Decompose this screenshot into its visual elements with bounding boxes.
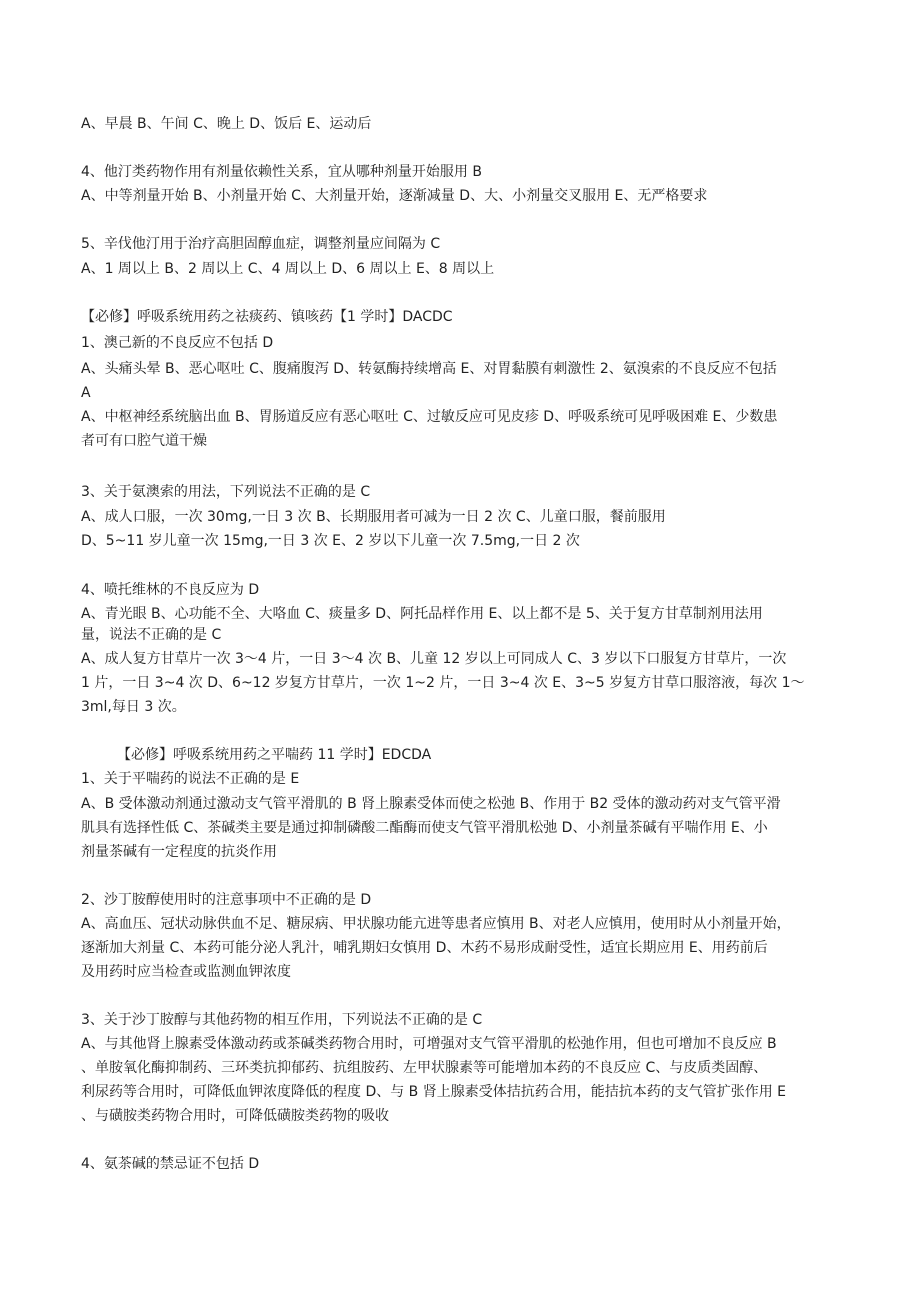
question-line: 1、关于平喘药的说法不正确的是 E (81, 771, 300, 787)
question-line: 4、喷托维林的不良反应为 D (81, 582, 260, 598)
text-line: A、早晨 B、午间 C、晚上 D、饭后 E、运动后 (81, 116, 372, 132)
text-line: D、5~11 岁儿童一次 15mg,一日 3 次 E、2 岁以下儿童一次 7.5mg,一日 2 次 (81, 533, 580, 549)
text-line: 及用药时应当检查或监测血钾浓度 (81, 964, 291, 980)
text-line: 、与磺胺类药物合用时，可降低磺胺类药物的吸收 (81, 1108, 389, 1124)
section-heading: 【必修】呼吸系统用药之祛痰药、镇咳药【1 学时】DACDC (81, 309, 453, 325)
text-line: A、高血压、冠状动脉供血不足、糖尿病、甲状腺功能亢进等患者应慎用 B、对老人应慎用，使用时从小剂量开始， (81, 916, 791, 932)
text-line: 剂量茶碱有一定程度的抗炎作用 (81, 844, 277, 860)
question-line: 2、沙丁胺醇使用时的注意事项中不正确的是 D (81, 892, 372, 908)
text-line: A、中等剂量开始 B、小剂量开始 C、大剂量开始，逐渐减量 D、大、小剂量交叉服用 E、无严格要求 (81, 188, 708, 204)
text-line: A、成人复方甘草片一次 3～4 片，一日 3～4 次 B、儿童 12 岁以上可同成人 C、3 岁以下口服复方甘草片，一次 (81, 651, 787, 667)
question-line: 1、澳己新的不良反应不包括 D (81, 335, 274, 351)
text-line: 3ml,每日 3 次。 (81, 699, 186, 715)
text-line: A、B 受体激动剂通过激动支气管平滑肌的 B 肾上腺素受体而使之松弛 B、作用于 B2 受体的激动药对支气管平滑 (81, 796, 781, 812)
text-line: 利尿药等合用时，可降低血钾浓度降低的程度 D、与 B 肾上腺素受体拮抗药合用，能拮抗本药的支气管扩张作用 E (81, 1084, 787, 1100)
question-line: 4、氨茶碱的禁忌证不包括 D (81, 1156, 260, 1172)
text-line: A、成人口服，一次 30mg,一日 3 次 B、长期服用者可减为一日 2 次 C、儿童口服，餐前服用 (81, 509, 666, 525)
text-line: 逐渐加大剂量 C、本药可能分泌人乳汁，哺乳期妇女慎用 D、木药不易形成耐受性，适宜长期应用 E、用药前后 (81, 940, 768, 956)
text-line: 者可有口腔气道干燥 (81, 433, 207, 449)
text-line: 量，说法不正确的是 C (81, 627, 222, 643)
text-line: A、头痛头晕 B、恶心呕吐 C、腹痛腹泻 D、转氨酶持续增高 E、对胃黏膜有刺激性 2、氨溴索的不良反应不包括 (81, 361, 777, 377)
text-line: 、单胺氧化酶抑制药、三环类抗抑郁药、抗组胺药、左甲状腺素等可能增加本药的不良反应 C、与皮质类固醇、 (81, 1060, 768, 1076)
text-line: 肌具有选择性低 C、茶碱类主要是通过抑制磷酸二酯酶而使支气管平滑肌松弛 D、小剂量茶碱有平喘作用 E、小 (81, 820, 768, 836)
section-heading: 【必修】呼吸系统用药之平喘药 11 学时】EDCDA (117, 747, 432, 763)
text-line: A、与其他肾上腺素受体激动药或茶碱类药物合用时，可增强对支气管平滑肌的松弛作用，但也可增加不良反应 B (81, 1036, 777, 1052)
question-line: 5、辛伐他汀用于治疗高胆固醇血症，调整剂量应间隔为 C (81, 236, 441, 252)
question-line: 3、关于氨澳索的用法，下列说法不正确的是 C (81, 484, 371, 500)
text-line: A、中枢神经系统脑出血 B、胃肠道反应有恶心呕吐 C、过敏反应可见皮疹 D、呼吸系统可见呼吸困难 E、少数患 (81, 409, 778, 425)
text-line: A、青光眼 B、心功能不全、大咯血 C、痰量多 D、阿托品样作用 E、以上都不是 5、关于复方甘草制剂用法用 (81, 606, 763, 622)
text-line: A (81, 385, 91, 401)
text-line: A、1 周以上 B、2 周以上 C、4 周以上 D、6 周以上 E、8 周以上 (81, 261, 495, 277)
question-line: 4、他汀类药物作用有剂量依赖性关系，宜从哪种剂量开始服用 B (81, 164, 482, 180)
question-line: 3、关于沙丁胺醇与其他药物的相互作用，下列说法不正确的是 C (81, 1012, 483, 1028)
text-line: 1 片，一日 3~4 次 D、6~12 岁复方甘草片，一次 1~2 片，一日 3~4 次 E、3~5 岁复方甘草口服溶液，每次 1～ (81, 675, 805, 691)
